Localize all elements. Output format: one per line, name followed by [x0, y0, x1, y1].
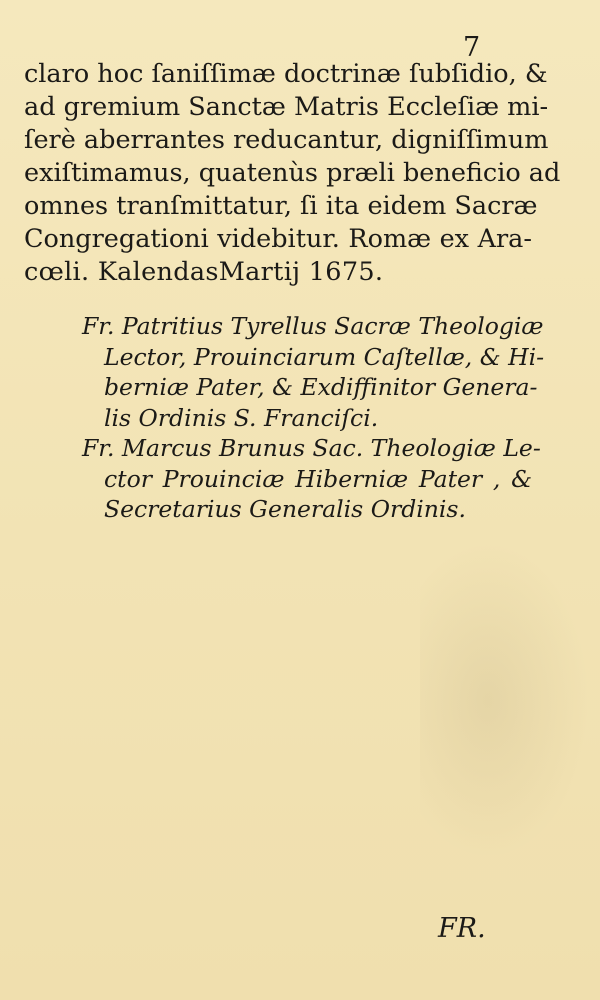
- paragraph-line: cœli. KalendasMartij 1675.: [24, 257, 384, 287]
- signature-line: lis Ordinis S. Franciſci.: [104, 403, 379, 432]
- catchword: FR.: [438, 913, 486, 944]
- paragraph-line: exiſtimamus, quatenùs præli beneficio ad: [24, 158, 561, 188]
- paragraph-line: Congregationi videbitur. Romæ ex Ara-: [24, 224, 532, 254]
- signature-line: Fr. Marcus Brunus Sac. Theologiæ Le-: [82, 434, 541, 462]
- signature-line: Lector, Prouinciarum Caſtellæ, & Hi-: [104, 342, 545, 371]
- signature-line: Secretarius Generalis Ordinis.: [104, 495, 466, 523]
- paragraph-line: omnes tranſmittatur, ſi ita eidem Sacræ: [24, 191, 538, 221]
- signature-line: ctor Prouinciæ Hiberniæ Pater , &: [104, 464, 532, 493]
- show-through-shadow: [420, 540, 590, 860]
- paragraph-line: ſerè aberrantes reducantur, digniſſimum: [24, 125, 549, 155]
- page-number: 7: [463, 32, 481, 63]
- signature-block: [82, 311, 545, 525]
- paragraph-line: ad gremium Sanctæ Matris Eccleſiæ mi-: [24, 92, 549, 122]
- signature-line: Fr. Patritius Tyrellus Sacræ Theologiæ: [82, 312, 544, 340]
- signature-line: berniæ Pater, & Exdiffinitor Genera-: [104, 373, 538, 401]
- approbation-paragraph: [24, 58, 561, 289]
- paragraph-line: claro hoc ſaniſſimæ doctrinæ ſubſidio, &: [24, 59, 548, 89]
